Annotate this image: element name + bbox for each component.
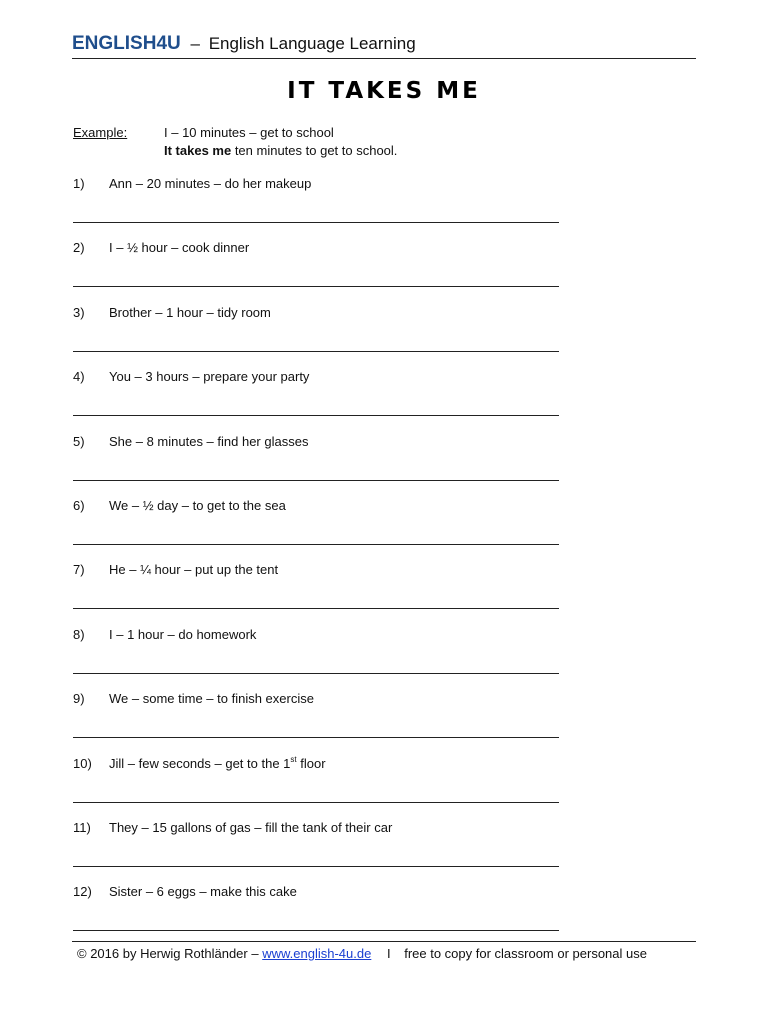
- example-answer: [164, 142, 397, 160]
- answer-line[interactable]: [73, 415, 559, 416]
- exercise-prompt-text: I – ½ hour – cook dinner: [109, 240, 250, 256]
- answer-line[interactable]: [73, 673, 559, 674]
- page-header: [72, 30, 696, 59]
- exercise-prompt: [109, 434, 308, 450]
- exercise-item: [73, 305, 563, 365]
- answer-line[interactable]: [73, 222, 559, 223]
- exercise-number: 11): [73, 820, 91, 835]
- example-prompt: I – 10 minutes – get to school: [164, 125, 334, 140]
- brand-name: ENGLISH4U: [72, 33, 181, 54]
- exercise-prompt-text: Jill – few seconds – get to the 1: [109, 755, 291, 771]
- exercise-number: 9): [73, 691, 85, 707]
- exercise-prompt-text: I – 1 hour – do homework: [109, 626, 257, 642]
- exercise-prompt: [109, 884, 297, 900]
- ordinal-suffix: st: [290, 754, 297, 764]
- exercise-prompt-text: Ann – 20 minutes – do her makeup: [109, 176, 312, 191]
- answer-line[interactable]: [73, 544, 559, 545]
- page-footer: [72, 941, 696, 963]
- answer-line[interactable]: [73, 866, 559, 867]
- answer-line[interactable]: [73, 737, 559, 738]
- footer-note: free to copy for classroom or personal use: [404, 946, 647, 961]
- exercise-prompt-text: We – ½ day – to get to the sea: [109, 498, 286, 513]
- exercise-number: 4): [73, 369, 85, 385]
- exercise-number: 12): [73, 884, 92, 900]
- exercise-item: [73, 562, 563, 622]
- exercise-prompt-text: Brother – 1 hour – tidy room: [109, 304, 271, 320]
- exercise-prompt: [109, 498, 286, 514]
- exercise-item: [73, 176, 563, 236]
- exercise-item: [73, 498, 563, 558]
- footer-divider: I: [386, 946, 391, 961]
- exercise-prompt: [109, 240, 249, 256]
- footer-website-link[interactable]: www.english-4u.de: [262, 946, 372, 961]
- exercise-item: [73, 691, 563, 751]
- answer-line[interactable]: [73, 802, 559, 803]
- exercise-prompt: [109, 820, 392, 836]
- answer-line[interactable]: [73, 930, 559, 931]
- exercise-prompt-text: You – 3 hours – prepare your party: [109, 369, 310, 385]
- exercise-prompt: [109, 627, 256, 643]
- exercise-prompt: [109, 369, 309, 385]
- exercise-item: [73, 820, 563, 880]
- exercise-prompt-text: We – some time – to finish exercise: [109, 691, 314, 707]
- exercise-number: 10): [73, 755, 92, 771]
- example-label: Example:: [73, 125, 128, 140]
- example-answer-bold: It takes me: [164, 143, 232, 158]
- page-title: IT TAKES ME: [287, 78, 481, 104]
- exercise-prompt: [109, 691, 314, 707]
- exercise-item: [73, 240, 563, 300]
- exercise-prompt: [109, 305, 271, 321]
- header-separator: –: [190, 34, 200, 53]
- exercise-item: [73, 756, 563, 816]
- exercise-item: [73, 369, 563, 429]
- exercise-prompt-suffix: floor: [296, 755, 326, 771]
- exercise-number: 6): [73, 498, 85, 513]
- exercise-number: 8): [73, 626, 85, 642]
- footer-copyright: © 2016 by Herwig Rothländer –: [77, 946, 259, 961]
- exercise-number: 7): [73, 562, 85, 578]
- exercise-number: 1): [73, 176, 85, 191]
- exercise-prompt: [109, 756, 326, 772]
- example-answer-rest: ten minutes to get to school.: [231, 143, 398, 158]
- exercise-prompt-text: Sister – 6 eggs – make this cake: [109, 884, 297, 900]
- exercise-prompt: [109, 562, 278, 578]
- exercise-prompt-text: He – ¼ hour – put up the tent: [109, 562, 279, 578]
- answer-line[interactable]: [73, 608, 559, 609]
- exercise-prompt: [109, 176, 311, 192]
- exercise-prompt-text: They – 15 gallons of gas – fill the tank of their car: [109, 820, 393, 835]
- exercise-item: [73, 434, 563, 494]
- exercise-number: 5): [73, 433, 85, 449]
- exercise-item: [73, 627, 563, 687]
- answer-line[interactable]: [73, 286, 559, 287]
- exercise-number: 2): [73, 240, 85, 256]
- header-subtitle: English Language Learning: [208, 34, 416, 53]
- exercise-prompt-text: She – 8 minutes – find her glasses: [109, 433, 309, 449]
- answer-line[interactable]: [73, 480, 559, 481]
- exercise-number: 3): [73, 304, 85, 320]
- answer-line[interactable]: [73, 351, 559, 352]
- exercise-item: [73, 884, 563, 944]
